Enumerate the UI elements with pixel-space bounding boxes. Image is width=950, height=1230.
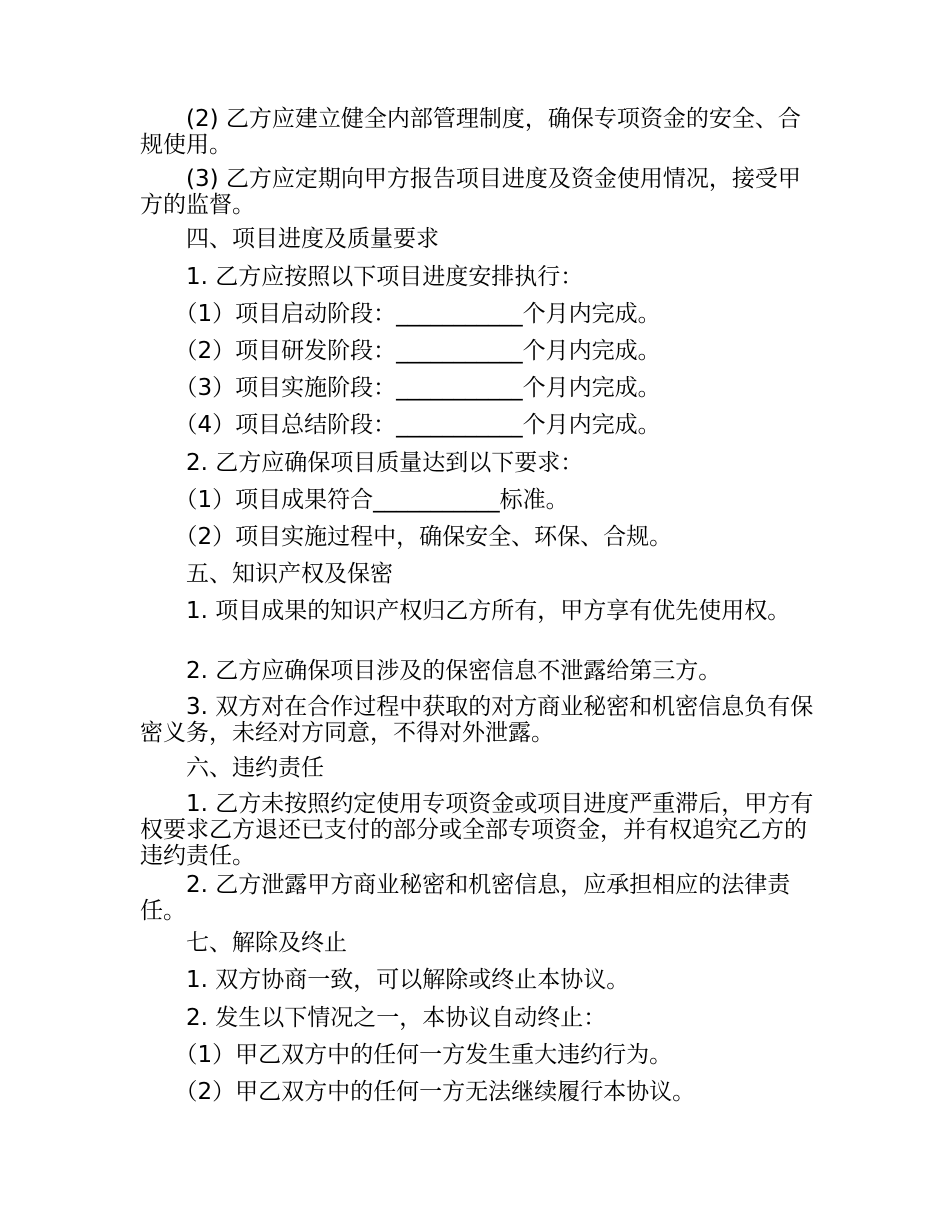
paragraph-4-1-item-1: （1）项目启动阶段：___________个月内完成。 [140,301,661,327]
paragraph-4-1-item-3: （3）项目实施阶段：___________个月内完成。 [140,375,661,401]
paragraph-3-progress-report: (3) 乙方应定期向甲方报告项目进度及资金使用情况，接受甲方的监督。 [140,166,801,218]
paragraph-4-1-item-2: （2）项目研发阶段：___________个月内完成。 [140,338,661,364]
paragraph-7-2: 2. 发生以下情况之一，本协议自动终止： [140,1005,607,1031]
paragraph-4-1-item-4: （4）项目总结阶段：___________个月内完成。 [140,412,661,438]
paragraph-4-2: 2. 乙方应确保项目质量达到以下要求： [140,450,584,476]
section-heading-6: 六、违约责任 [140,755,324,781]
paragraph-6-2: 2. 乙方泄露甲方商业秘密和机密信息，应承担相应的法律责任。 [140,872,791,924]
paragraph-2-internal-management: (2) 乙方应建立健全内部管理制度，确保专项资金的安全、合规使用。 [140,106,801,158]
paragraph-4-1: 1. 乙方应按照以下项目进度安排执行： [140,264,584,290]
paragraph-5-3: 3. 双方对在合作过程中获取的对方商业秘密和机密信息负有保密义务，未经对方同意，不得对外泄露。 [140,694,814,746]
section-heading-7: 七、解除及终止 [140,930,347,956]
section-heading-4: 四、项目进度及质量要求 [140,226,439,252]
paragraph-7-1: 1. 双方协商一致，可以解除或终止本协议。 [140,967,630,993]
paragraph-4-2-item-2: （2）项目实施过程中，确保安全、环保、合规。 [140,524,673,550]
paragraph-4-2-item-1: （1）项目成果符合___________标准。 [140,487,569,513]
paragraph-5-2: 2. 乙方应确保项目涉及的保密信息不泄露给第三方。 [140,658,722,684]
section-heading-5: 五、知识产权及保密 [140,561,393,587]
paragraph-7-2-item-1: （1）甲乙双方中的任何一方发生重大违约行为。 [140,1042,673,1068]
paragraph-7-2-item-2: （2）甲乙双方中的任何一方无法继续履行本协议。 [140,1079,696,1105]
paragraph-6-1: 1. 乙方未按照约定使用专项资金或项目进度严重滞后，甲方有权要求乙方退还已支付的部分或全部专项资金，并有权追究乙方的违约责任。 [140,791,814,869]
paragraph-5-1: 1. 项目成果的知识产权归乙方所有，甲方享有优先使用权。 [140,598,791,624]
